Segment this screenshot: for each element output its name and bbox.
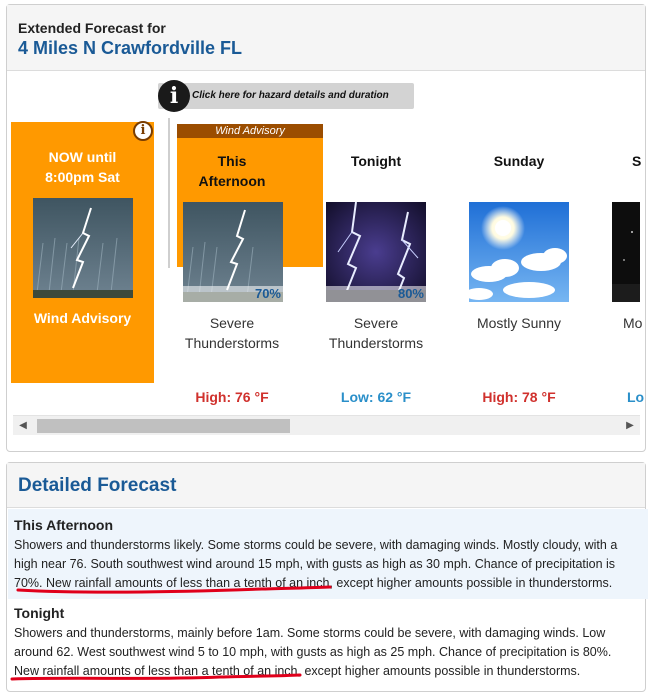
short-forecast <box>306 313 446 353</box>
short-forecast-line1: Severe <box>353 315 399 331</box>
short-forecast-line1: Severe <box>209 315 255 331</box>
short-forecast-line1: Mostly Sunny <box>476 315 562 331</box>
low-temp: Lo <box>627 389 645 405</box>
scroll-right-icon[interactable]: ▶ <box>626 420 634 431</box>
short-forecast <box>449 313 589 333</box>
period-name <box>172 151 292 191</box>
thunderstorm-icon <box>33 198 133 298</box>
high-temp: High: 76 °F <box>195 389 269 405</box>
advisory-label[interactable]: Wind Advisory <box>177 124 323 138</box>
now-caption: Wind Advisory <box>33 310 132 326</box>
period-name-line1: S <box>632 153 642 169</box>
short-forecast <box>162 313 302 353</box>
scroll-thumb[interactable] <box>37 419 290 433</box>
period-name-line2: Afternoon <box>198 173 266 189</box>
detail-row <box>8 509 648 599</box>
sunny-icon[interactable] <box>469 202 569 302</box>
info-icon[interactable]: i <box>133 121 153 141</box>
short-forecast <box>623 313 663 333</box>
short-forecast-line2: Thunderstorms <box>184 335 280 351</box>
high-temp: High: 78 °F <box>482 389 556 405</box>
detailed-forecast-header <box>7 463 645 508</box>
detail-label: This Afternoon <box>14 517 114 533</box>
period-name <box>632 151 652 171</box>
now-title-line2: 8:00pm Sat <box>45 169 120 185</box>
location-title: 4 Miles N Crawfordville FL <box>18 38 243 58</box>
short-forecast-line1: Mo <box>623 315 643 331</box>
period-name <box>459 151 579 171</box>
scroll-left-icon[interactable]: ◀ <box>19 420 27 431</box>
night-icon[interactable] <box>612 202 640 302</box>
detail-text: Showers and thunderstorms likely. Some storms could be severe, with damaging winds. Mostly cloudy, with a high near 76. South southwest wind around 15 mph, with gusts as high as 30 mph. Chance of precipitation is 70%. New rainfall amounts of less than a tenth of an inch, except higher amounts possible in thunderstorms. <box>14 538 618 590</box>
now-divider <box>168 118 170 268</box>
period-name-line1: Sunday <box>493 153 545 169</box>
detail-label: Tonight <box>14 605 65 621</box>
period-name-line1: This <box>217 153 247 169</box>
extended-forecast-title: Extended Forecast for <box>18 20 166 36</box>
precip-chance: 80% <box>326 286 426 302</box>
low-temp: Low: 62 °F <box>340 389 412 405</box>
now-title <box>11 147 154 187</box>
now-title-line1: NOW until <box>48 149 117 165</box>
short-forecast-line2: Thunderstorms <box>328 335 424 351</box>
precip-chance: 70% <box>183 286 283 302</box>
hazard-link[interactable]: Click here for hazard details and duration <box>192 90 389 101</box>
detailed-forecast-panel <box>6 462 646 692</box>
thunderstorm-icon[interactable] <box>183 202 283 302</box>
extended-forecast-header <box>7 5 645 71</box>
detailed-forecast-title: Detailed Forecast <box>18 475 177 496</box>
detail-text: Showers and thunderstorms, mainly before 1am. Some storms could be severe, with damaging winds. Low around 62. West southwest wind 5 to 10 mph, with gusts as high as 25 mph. Chance of precipitation is 80%. New rainfall amounts of less than a tenth of an inch, except higher amounts possible in thunderstorms. <box>14 626 612 678</box>
horizontal-scrollbar[interactable] <box>13 415 640 435</box>
detail-row <box>8 599 648 693</box>
lightning-icon[interactable] <box>326 202 426 302</box>
period-name <box>316 151 436 171</box>
info-icon[interactable]: i <box>158 80 190 112</box>
period-name-line1: Tonight <box>350 153 402 169</box>
